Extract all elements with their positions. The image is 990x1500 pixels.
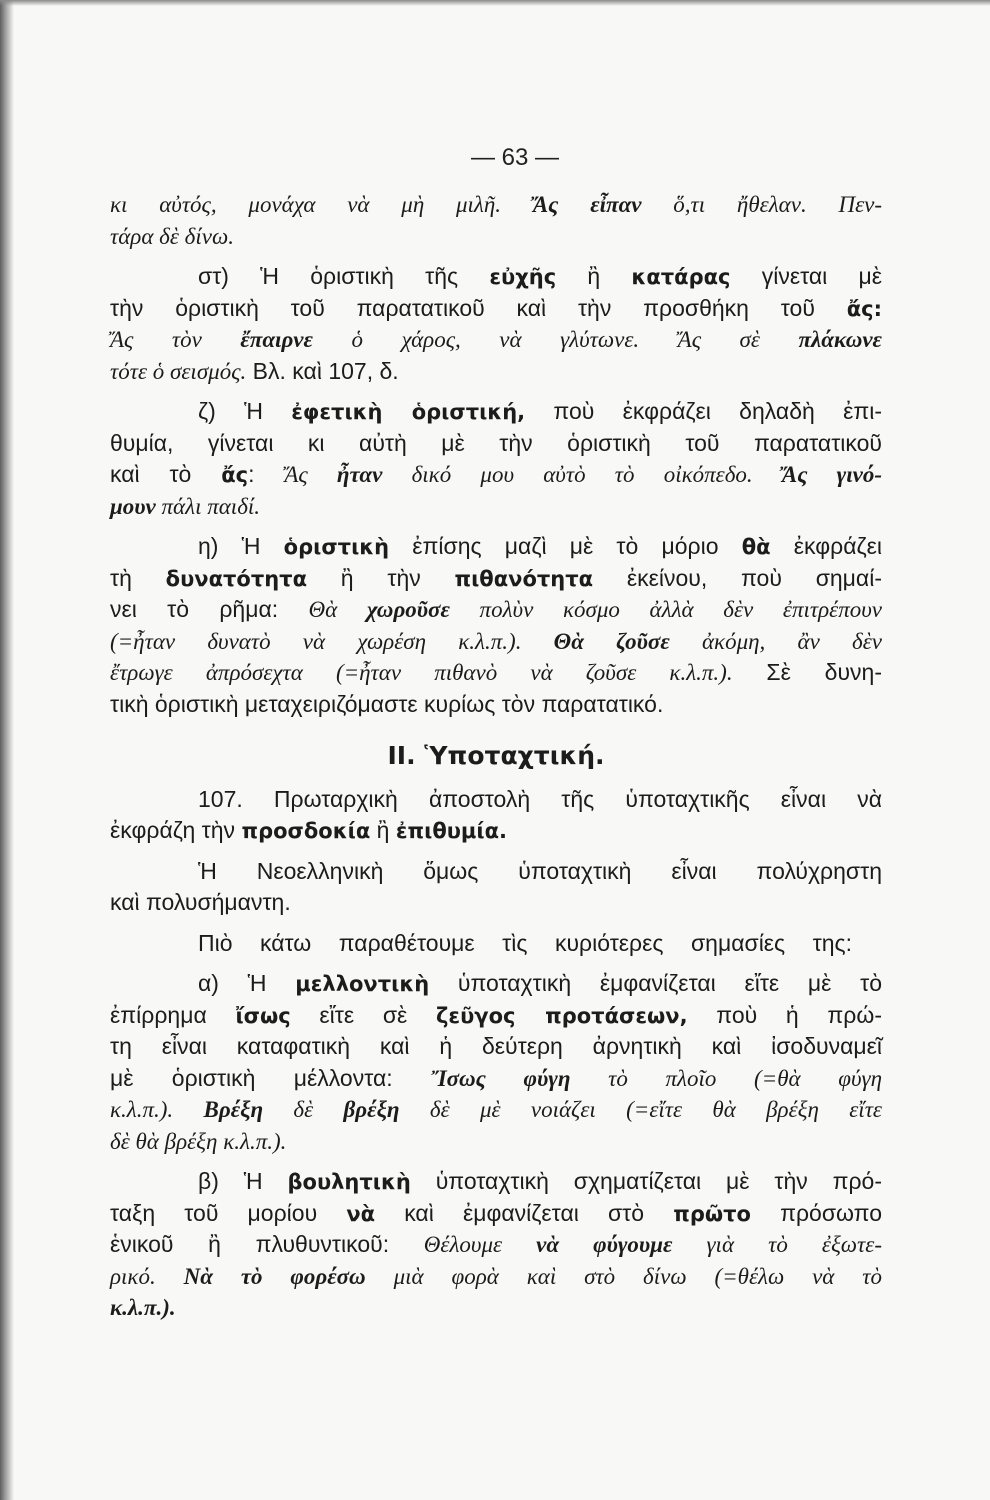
paragraph-modern-greek-subjunctive bbox=[110, 856, 882, 919]
text-line bbox=[110, 928, 852, 960]
bold-term: βουλητικὴ bbox=[287, 1170, 411, 1194]
italic-example: ὅ,τι ἤθελαν. Πεν- bbox=[641, 192, 883, 217]
text-line bbox=[110, 815, 882, 847]
text-run: ἐπίσης μαζὶ μὲ τὸ μόριο bbox=[389, 533, 742, 559]
italic-example: δικό μου αὐτὸ τὸ οἰκόπεδο. bbox=[382, 462, 782, 487]
bold-term: ζεῦγος προτάσεων, bbox=[436, 1003, 688, 1028]
text-line bbox=[110, 1094, 882, 1126]
text-run: β) Ἡ bbox=[198, 1168, 288, 1194]
text-run: τὴ bbox=[110, 564, 166, 591]
bold-term: πρῶτο bbox=[673, 1201, 751, 1226]
bold-italic-example: ἦταν bbox=[336, 462, 383, 487]
italic-example: δὲ μὲ νοιάζει (=εἴτε θὰ βρέξη εἴτε bbox=[399, 1097, 882, 1122]
italic-example: Θὰ bbox=[308, 597, 367, 622]
bold-italic-example: χωροῦσε bbox=[366, 597, 450, 622]
italic-example: Ἄς τὸν bbox=[110, 327, 241, 352]
text-run: η) Ἡ bbox=[198, 533, 284, 559]
text-line bbox=[110, 428, 882, 460]
text-line bbox=[110, 1000, 882, 1032]
text-line bbox=[110, 1292, 882, 1324]
bold-term: ἐφετικὴ ὁριστική, bbox=[291, 400, 526, 424]
bold-italic-example: Ἴσως φύγη bbox=[430, 1065, 571, 1091]
text-run: τὴν ὁριστικὴ τοῦ παρατατικοῦ καὶ τὴν προσθήκη τοῦ bbox=[110, 294, 847, 321]
bold-term: ἐπιθυμία. bbox=[395, 819, 507, 843]
bold-term: προσδοκία bbox=[241, 819, 371, 843]
text-line bbox=[110, 887, 882, 919]
bold-term: δυνατότητα bbox=[165, 566, 308, 591]
bold-italic-example: Βρέξη bbox=[203, 1097, 264, 1122]
italic-example: ρικό. bbox=[110, 1263, 184, 1289]
text-line bbox=[110, 1031, 882, 1063]
text-line bbox=[110, 396, 882, 428]
bold-term: κατάρας bbox=[631, 265, 731, 289]
bold-italic-example: Νὰ τὸ φορέσω bbox=[183, 1263, 366, 1289]
text-run: εἴτε σὲ bbox=[290, 1001, 436, 1028]
text-run: γίνεται μὲ bbox=[730, 263, 882, 289]
scan-edge-shadow-top bbox=[0, 0, 990, 6]
text-line bbox=[110, 1261, 882, 1293]
bold-term: πιθανότητα bbox=[454, 566, 594, 591]
bold-term: νὰ bbox=[346, 1201, 376, 1226]
text-run: καὶ τὸ bbox=[110, 461, 222, 487]
bold-term: ἄς bbox=[221, 463, 249, 487]
bold-italic-example: μουν bbox=[110, 493, 156, 519]
text-run: ἐκείνου, ποὺ σημαί- bbox=[593, 564, 882, 591]
italic-example: κι αὐτός, μονάχα νὰ μὴ μιλῆ. bbox=[110, 192, 533, 217]
text-run: καὶ ἐμφανίζεται στὸ bbox=[375, 1199, 674, 1226]
text-line bbox=[110, 531, 882, 563]
text-line bbox=[110, 626, 882, 658]
text-line bbox=[110, 740, 882, 772]
bold-term: ὁριστικὴ bbox=[283, 535, 390, 559]
italic-example: ἀκόμη, ἂν δὲν bbox=[669, 628, 882, 654]
italic-example: (=ἦταν δυνατὸ νὰ χωρέση κ.λ.π.). bbox=[110, 628, 554, 654]
text-column bbox=[110, 189, 882, 1324]
text-run: πρόσωπο bbox=[750, 1199, 882, 1226]
paragraph-st-wish-curse bbox=[110, 261, 882, 387]
bold-term: II. Ὑποταχτική. bbox=[387, 741, 605, 770]
text-run: α) Ἡ bbox=[198, 970, 296, 996]
italic-example: πάλι παιδί. bbox=[155, 493, 261, 519]
text-run: τικὴ ὁριστικὴ μεταχειριζόμαστε κυρίως τὸν παρατατικό. bbox=[110, 690, 664, 717]
italic-example: τὸ πλοῖο (=θὰ φύγη bbox=[570, 1065, 882, 1091]
text-line bbox=[110, 968, 882, 1000]
text-run: θυμία, γίνεται κι αὐτὴ μὲ τὴν ὁριστικὴ τοῦ παρατατικοῦ bbox=[110, 429, 882, 456]
text-line bbox=[110, 324, 882, 356]
text-run: μὲ ὁριστικὴ μέλλοντα: bbox=[110, 1064, 431, 1091]
text-run: ὑποταχτικὴ σχηματίζεται μὲ τὴν πρό- bbox=[410, 1168, 882, 1194]
text-run: ἐκφράζει bbox=[770, 533, 883, 559]
section-heading bbox=[110, 740, 882, 772]
text-line bbox=[110, 459, 882, 491]
text-line bbox=[110, 1229, 882, 1261]
text-line bbox=[110, 189, 882, 221]
text-run: νει τὸ ρῆμα: bbox=[110, 596, 309, 622]
text-run: Σὲ δυνη- bbox=[732, 659, 882, 685]
bold-italic-example: Ἄς γινό- bbox=[781, 462, 882, 487]
bold-italic-example: Θὰ ζοῦσε bbox=[553, 628, 670, 654]
text-run: 107. Πρωταρχικὴ ἀποστολὴ τῆς ὑποταχτικῆς εἶναι νὰ bbox=[198, 785, 882, 812]
bold-italic-example: ἔπαιρνε bbox=[240, 327, 313, 352]
text-line bbox=[110, 1166, 882, 1198]
italic-example: τότε ὁ σεισμός. bbox=[110, 358, 247, 384]
text-run: ὑποταχτικὴ ἐμφανίζεται εἴτε μὲ τὸ bbox=[429, 970, 882, 996]
text-line bbox=[110, 1063, 882, 1095]
text-line bbox=[110, 261, 882, 293]
bold-term: μελλοντικὴ bbox=[295, 972, 430, 996]
italic-example: κ.λ.π.). bbox=[110, 1097, 204, 1122]
text-run: ἐκφράζη τὴν bbox=[110, 817, 242, 843]
text-line bbox=[110, 689, 882, 721]
italic-example: ὁ χάρος, νὰ γλύτωνε. Ἄς σὲ bbox=[312, 327, 799, 352]
bold-italic-example: πλάκωνε bbox=[798, 327, 882, 352]
text-line bbox=[110, 563, 882, 595]
scan-edge-shadow-left bbox=[0, 0, 14, 1500]
bold-term: ἴσως bbox=[235, 1003, 291, 1028]
text-line bbox=[110, 491, 882, 523]
text-run: Πιὸ κάτω παραθέτουμε τὶς κυριότερες σημασίες της: bbox=[198, 929, 852, 956]
text-line bbox=[110, 356, 882, 388]
text-run: καὶ πολυσήμαντη. bbox=[110, 889, 291, 915]
text-run: ποὺ ἡ πρώ- bbox=[687, 1001, 882, 1028]
bold-term: εὐχῆς bbox=[489, 265, 557, 289]
paragraph-beta-volitional bbox=[110, 1166, 882, 1324]
italic-example: μιὰ φορὰ καὶ στὸ δίνω (=θέλω νὰ τὸ bbox=[365, 1263, 882, 1289]
bold-italic-example: Ἄς εἶπαν bbox=[532, 192, 642, 217]
text-run: Βλ. καὶ 107, δ. bbox=[246, 357, 399, 384]
text-line bbox=[110, 221, 882, 253]
italic-example: τάρα δὲ δίνω. bbox=[110, 223, 234, 249]
text-run: τη εἶναι καταφατικὴ καὶ ἡ δεύτερη ἀρνητικὴ καὶ ἰσοδυναμεῖ bbox=[110, 1033, 882, 1059]
italic-example: δὲ θὰ βρέξη κ.λ.π.). bbox=[110, 1128, 287, 1154]
page-number: — 63 — bbox=[470, 144, 560, 171]
text-line bbox=[110, 1198, 882, 1230]
italic-example: ἔτρωγε ἀπρόσεχτα (=ἦταν πιθανὸ νὰ ζοῦσε κ.λ.π.). bbox=[110, 660, 733, 685]
text-line bbox=[110, 293, 882, 325]
text-line bbox=[110, 657, 882, 689]
text-run: : bbox=[248, 461, 285, 487]
bold-italic-example: νὰ φύγουμε bbox=[536, 1232, 673, 1257]
bold-term: θὰ bbox=[741, 535, 771, 559]
text-run: ἐπίρρημα bbox=[110, 1001, 236, 1028]
paragraph-z-desiderative bbox=[110, 396, 882, 522]
bold-italic-example: βρέξη bbox=[343, 1097, 400, 1122]
text-run: ζ) Ἡ bbox=[198, 398, 292, 424]
text-run: στ) Ἡ ὁριστικὴ τῆς bbox=[198, 263, 490, 289]
paragraph-continuation bbox=[110, 189, 882, 252]
text-run: Ἡ Νεοελληνικὴ ὅμως ὑποταχτικὴ εἶναι πολύχρηστη bbox=[198, 857, 882, 884]
text-line bbox=[110, 1126, 882, 1158]
italic-example: δὲ bbox=[263, 1097, 344, 1122]
text-line bbox=[110, 856, 882, 888]
text-run: ἢ τὴν bbox=[307, 564, 455, 591]
text-run: ἢ bbox=[556, 263, 632, 289]
text-run: ποὺ ἐκφράζει δηλαδὴ ἐπι- bbox=[525, 398, 883, 424]
text-line bbox=[110, 594, 882, 626]
paragraph-meanings-intro bbox=[110, 928, 882, 960]
bold-italic-example: κ.λ.π.). bbox=[110, 1295, 176, 1320]
text-run: ἑνικοῦ ἢ πλυθυντικοῦ: bbox=[110, 1231, 424, 1257]
italic-example: γιὰ τὸ ἐξωτε- bbox=[672, 1232, 882, 1257]
paragraph-107 bbox=[110, 784, 882, 847]
italic-example: Θέλουμε bbox=[423, 1232, 537, 1257]
text-run: ἢ bbox=[370, 817, 396, 843]
bold-term: ἄς: bbox=[846, 296, 882, 321]
text-line bbox=[110, 784, 882, 816]
italic-example: πολὺν κόσμο ἀλλὰ δὲν ἐπιτρέπουν bbox=[449, 597, 883, 622]
paragraph-eta-potential bbox=[110, 531, 882, 720]
text-run: ταξη τοῦ μορίου bbox=[110, 1199, 347, 1226]
italic-example: Ἄς bbox=[284, 462, 337, 487]
paragraph-alpha-future bbox=[110, 968, 882, 1157]
